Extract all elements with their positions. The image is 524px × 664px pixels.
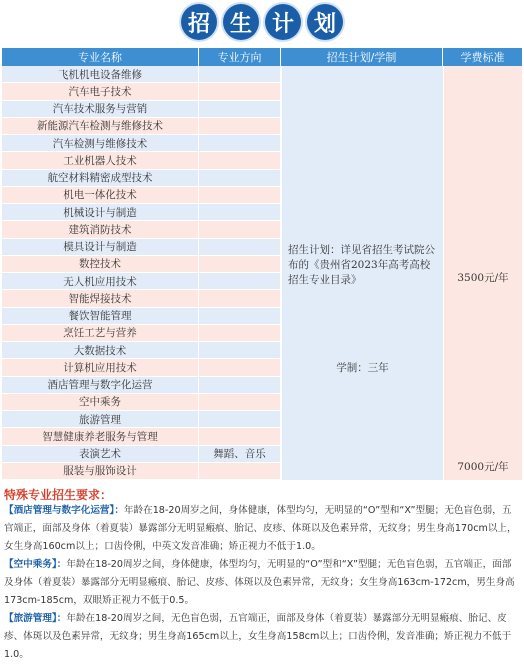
title-char: 计 <box>265 4 301 40</box>
page-title <box>0 0 524 44</box>
major-name: 无人机应用技术 <box>2 273 198 290</box>
major-direction <box>198 170 280 187</box>
fee-cell <box>443 66 522 480</box>
table-row <box>2 66 281 83</box>
major-direction <box>198 187 280 204</box>
table-row <box>2 273 281 290</box>
requirement-item <box>4 610 520 664</box>
fee-standard: 3500元/年 <box>457 272 509 284</box>
requirement-text: 年龄在18-20周岁之间，无色盲色弱，五官端正，面部及身体（着夏装）暴露部分无明显瘢痕、胎记、皮疹、体斑以及色素异常，无纹身；男生身高165cm以上，女生身高158cm以上；口齿伶俐，发音准确；矫正视力不低于1.0。 <box>4 613 512 660</box>
table-row <box>2 463 281 480</box>
major-name: 汽车电子技术 <box>2 83 198 100</box>
major-name: 服装与服饰设计 <box>2 463 198 480</box>
major-direction <box>198 377 280 394</box>
header-fee: 学费标准 <box>443 48 522 66</box>
table-row <box>2 83 281 100</box>
table-row <box>2 170 281 187</box>
table-row <box>2 152 281 169</box>
major-name: 智能焊接技术 <box>2 290 198 307</box>
major-name: 工业机器人技术 <box>2 152 198 169</box>
schooling-text: 学制：三年 <box>336 362 389 374</box>
table-row <box>2 394 281 411</box>
major-direction <box>198 256 280 273</box>
major-direction <box>198 342 280 359</box>
table-row <box>2 428 281 445</box>
major-direction <box>198 239 280 256</box>
table-row <box>2 359 281 376</box>
fee-arts: 7000元/年 <box>457 461 509 473</box>
major-name: 餐饮智能管理 <box>2 308 198 325</box>
table-row <box>2 239 281 256</box>
table-row <box>2 308 281 325</box>
requirement-tag: 【旅游管理】： <box>4 613 67 624</box>
header-plan: 招生计划/学制 <box>281 48 442 66</box>
major-direction <box>198 66 280 83</box>
table-row <box>2 204 281 221</box>
major-direction <box>198 394 280 411</box>
major-direction <box>198 83 280 100</box>
table-row <box>2 221 281 238</box>
table-row <box>2 187 281 204</box>
table-row <box>2 135 281 152</box>
table-row <box>2 325 281 342</box>
major-name: 汽车检测与维修技术 <box>2 135 198 152</box>
major-direction <box>198 325 280 342</box>
requirement-item <box>4 556 520 610</box>
major-direction <box>198 411 280 428</box>
major-name: 机械设计与制造 <box>2 204 198 221</box>
major-name: 模具设计与制造 <box>2 239 198 256</box>
header-direction: 专业方向 <box>199 48 280 66</box>
table-row <box>2 446 281 463</box>
major-direction <box>198 152 280 169</box>
major-name: 航空材料精密成型技术 <box>2 170 198 187</box>
requirements-title: 特殊专业招生要求： <box>4 488 113 502</box>
title-char: 招 <box>181 4 217 40</box>
major-name: 表演艺术 <box>2 446 198 463</box>
requirement-text: 年龄在18-20周岁之间，身体健康，体型均匀，无明显的“O”型和“X”型腿；无色盲色弱，五官端正，面部及身体（着夏装）暴露部分无明显瘢痕、胎记、皮疹、体斑以及色素异常，无纹身；女生身高163cm-172cm，男生身高173cm-185cm，双眼矫正视力不低于0.5。 <box>4 559 515 606</box>
title-char: 划 <box>307 4 343 40</box>
table-row <box>2 118 281 135</box>
table-row <box>2 256 281 273</box>
major-direction <box>198 290 280 307</box>
major-name: 大数据技术 <box>2 342 198 359</box>
major-direction <box>198 135 280 152</box>
plan-cell <box>281 66 443 480</box>
major-name: 酒店管理与数字化运营 <box>2 377 198 394</box>
major-direction <box>198 101 280 118</box>
table-row <box>2 377 281 394</box>
major-direction <box>198 359 280 376</box>
major-direction <box>198 308 280 325</box>
major-direction <box>198 204 280 221</box>
major-name: 建筑消防技术 <box>2 221 198 238</box>
requirement-text: 年龄在18-20周岁之间，身体健康，体型均匀，无明显的“O”型和“X”型腿；无色盲色弱，五官端正，面部及身体（着夏装）暴露部分无明显瘢痕、胎记、皮疹、体斑以及色素异常，无纹身；男生身高170cm以上，女生身高160cm以上；口齿伶俐，中英文发音准确；矫正视力不低于1.0。 <box>4 505 517 552</box>
requirement-item <box>4 502 520 556</box>
table-row <box>2 342 281 359</box>
table-row <box>2 290 281 307</box>
major-name: 新能源汽车检测与维修技术 <box>2 118 198 135</box>
table-row <box>2 101 281 118</box>
title-char: 生 <box>223 4 259 40</box>
major-name: 计算机应用技术 <box>2 359 198 376</box>
major-direction <box>198 118 280 135</box>
major-direction <box>198 428 280 445</box>
major-name: 旅游管理 <box>2 411 198 428</box>
major-direction <box>198 273 280 290</box>
major-direction: 舞蹈、音乐 <box>198 446 280 463</box>
table-row <box>2 411 281 428</box>
major-name: 智慧健康养老服务与管理 <box>2 428 198 445</box>
plan-text: 招生计划：详见省招生考试院公布的《贵州省2023年高考高校招生专业目录》 <box>288 244 435 286</box>
major-direction <box>198 463 280 480</box>
major-name: 飞机机电设备维修 <box>2 66 198 83</box>
major-name: 汽车技术服务与营销 <box>2 101 198 118</box>
header-major: 专业名称 <box>2 48 198 66</box>
major-direction <box>198 221 280 238</box>
admission-table <box>2 48 522 480</box>
major-name: 机电一体化技术 <box>2 187 198 204</box>
requirement-tag: 【空中乘务】： <box>4 559 67 570</box>
major-name: 烹饪工艺与营养 <box>2 325 198 342</box>
major-name: 数控技术 <box>2 256 198 273</box>
major-name: 空中乘务 <box>2 394 198 411</box>
requirement-tag: 【酒店管理与数字化运营】： <box>4 505 124 516</box>
